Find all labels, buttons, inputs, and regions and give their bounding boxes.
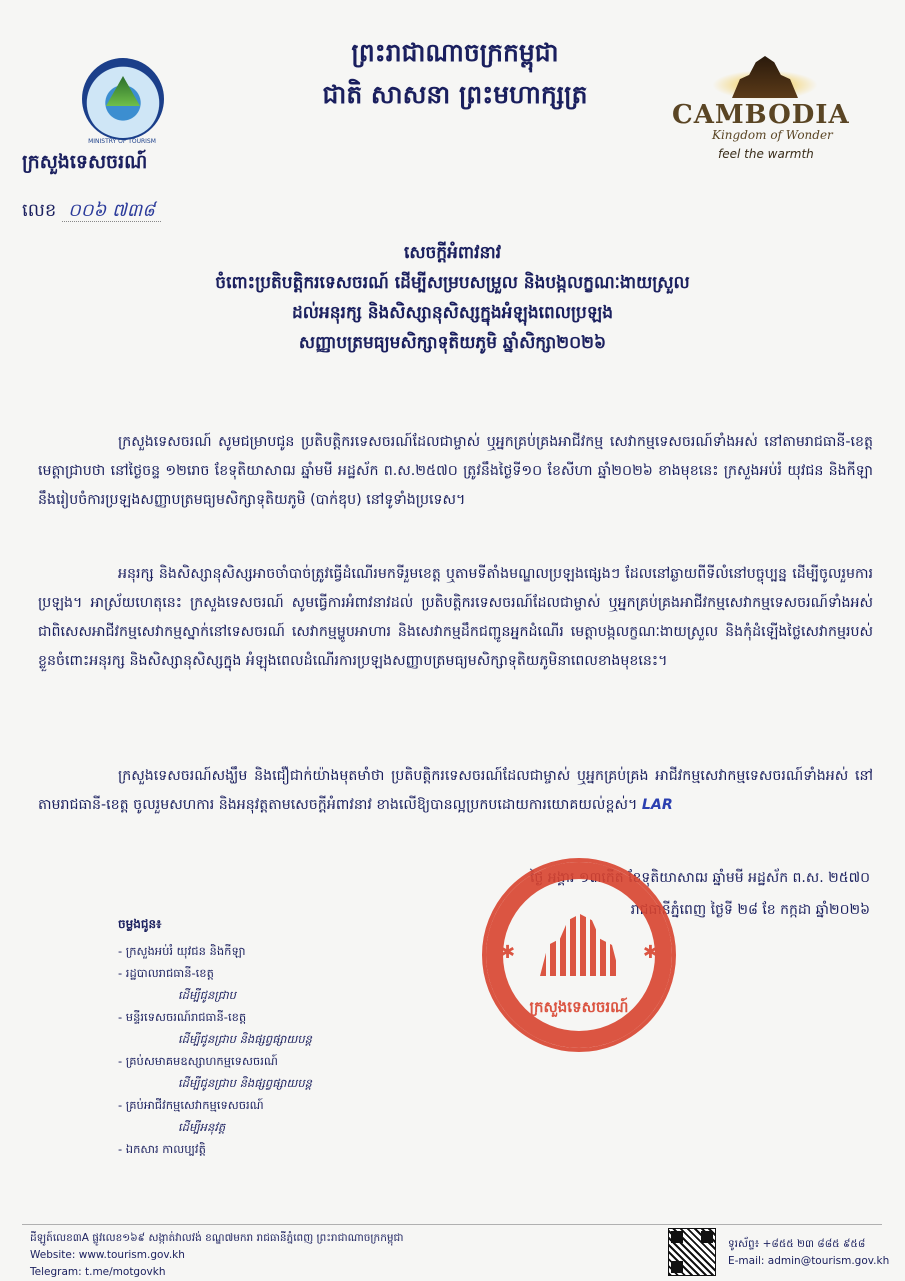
cc-item-note: ដើម្បីអនុវត្ត: [178, 1120, 226, 1134]
brand-slogan: feel the warmth: [718, 147, 814, 161]
cc-item-note: ដើម្បីជូនជ្រាប: [178, 988, 236, 1002]
title-line-4: សញ្ញាបត្រមធ្យមសិក្សាទុតិយភូមិ ឆ្នាំសិក្សា២០២៦: [298, 333, 607, 353]
solar-date: រាជធានីភ្នំពេញ ថ្ងៃទី ២៨ ខែ កក្កដា ឆ្នាំ២០២៦: [630, 902, 870, 918]
brand-name: CAMBODIA: [672, 100, 850, 130]
footer-telegram[interactable]: Telegram: t.me/motgovkh: [30, 1266, 166, 1278]
paragraph-2-text: អនុរក្ស និងសិស្សានុសិស្សអាចចាំបាច់ត្រូវធ្វើដំណើរមកទីរួមខេត្ត ឬតាមទីតាំងមណ្ឌលប្រឡងផ្សេងៗ ដែលនៅឆ្ងាយពីទីលំនៅបច្ចុប្បន្ន ដើម្បីចូលរួមការប្រឡង។ អាស្រ័យហេតុនេះ ក្រសួងទេសចរណ៍ សូមធ្វើការអំពាវនាវដល់ ប្រតិបត្តិករទេសចរណ៍ដែលជាម្ចាស់ ឬអ្នកគ្រប់គ្រងអាជីវកម្មសេវាកម្មទេសចរណ៍ទាំងអស់ ជាពិសេសអាជីវកម្មសេវាកម្មស្នាក់នៅទេសចរណ៍ សេវាកម្មម្ហូបអាហារ និងសេវាកម្មដឹកជញ្ជូនអ្នកដំណើរ មេត្តាបង្កលក្ខណៈងាយស្រួល និងកុំដំឡើងថ្លៃសេវាកម្មរបស់ខ្លួនចំពោះអនុរក្ស និងសិស្សានុសិស្សក្នុង អំឡុងពេលដំណើរការប្រឡងសញ្ញាបត្រមធ្យមសិក្សាទុតិយភូមិនាពេលខាងមុខនេះ។: [38, 566, 873, 669]
cc-item: - ក្រសួងអប់រំ យុវជន និងកីឡា: [118, 944, 246, 958]
ministry-name: ក្រសួងទេសចរណ៍: [22, 151, 148, 173]
official-stamp: [482, 858, 676, 1052]
footer-contact-right: [728, 1236, 889, 1270]
title-line-1: សេចក្តីអំពាវនាវ: [403, 243, 502, 263]
paragraph-1: [38, 428, 873, 515]
ministry-logo-text: MINISTRY OF TOURISM: [88, 138, 156, 145]
cc-item-note: ដើម្បីជូនជ្រាប និងផ្សព្វផ្សាយបន្ត: [178, 1076, 312, 1090]
initials-mark: LAR: [641, 797, 673, 813]
star-icon: ✱: [642, 942, 658, 963]
cc-item: - គ្រប់អាជីវកម្មសេវាកម្មទេសចរណ៍: [118, 1098, 264, 1112]
star-icon: ✱: [500, 942, 516, 963]
reference-number: [22, 198, 161, 225]
footer-address: ដីឡូត៍លេខ៣A ផ្លូវលេខ១៦៩ សង្កាត់វាលវង់ ខណ្ឌ៧មករា រាជធានីភ្នំពេញ ព្រះរាជាណាចក្រកម្ពុជា: [30, 1232, 404, 1244]
footer-divider: [22, 1224, 882, 1225]
stamp-text: ក្រសួងទេសចរណ៍: [529, 998, 629, 1016]
ministry-seal-logo: [82, 58, 164, 140]
paragraph-2: [38, 560, 873, 676]
title-line-2: ចំពោះប្រតិបត្តិករទេសចរណ៍ ដើម្បីសម្របសម្រួល និងបង្កលក្ខណៈងាយស្រួល: [215, 273, 690, 293]
title-line-3: ដល់អនុរក្ស និងសិស្សានុសិស្សក្នុងអំឡុងពេលប្រឡង: [291, 303, 614, 323]
footer-website[interactable]: Website: www.tourism.gov.kh: [30, 1249, 185, 1261]
cc-item: - ឯកសារ កាលប្បវត្តិ: [118, 1142, 206, 1156]
footer-phone: ទូរស័ព្ទ៖ +៨៥៥ ២៣ ៨៨៥ ៩៥៨: [728, 1238, 866, 1250]
lunar-date: ថ្ងៃ អង្គារ ១៣កើត ខែទុតិយាសាឍ ឆ្នាំមមី អដ្ឋស័ក ព.ស. ២៥៧០: [529, 870, 870, 886]
paragraph-1-text: ក្រសួងទេសចរណ៍ សូមជម្រាបជូន ប្រតិបត្តិករទេសចរណ៍ដែលជាម្ចាស់ ឬអ្នកគ្រប់គ្រងអាជីវកម្ម សេវាកម្មទេសចរណ៍ទាំងអស់ នៅតាមរាជធានី-ខេត្ត មេត្តាជ្រាបថា នៅថ្ងៃចន្ទ ១២រោច ខែទុតិយាសាឍ ឆ្នាំមមី អដ្ឋស័ក ព.ស.២៥៧០ ត្រូវនឹងថ្ងៃទី១០ ខែសីហា ឆ្នាំ២០២៦ ខាងមុខនេះ ក្រសួងអប់រំ យុវជន និងកីឡា នឹងរៀបចំការប្រឡងសញ្ញាបត្រមធ្យមសិក្សាទុតិយភូមិ (បាក់ឌុប) នៅទូទាំងប្រទេស។: [38, 434, 873, 508]
temple-icon: [106, 76, 140, 106]
cc-item: - គ្រប់សមាគមឧស្សាហកម្មទេសចរណ៍: [118, 1054, 278, 1068]
document-title: [0, 238, 905, 358]
footer-contact: [30, 1230, 404, 1281]
kingdom-name: ព្រះរាជាណាចក្រកម្ពុជា: [351, 38, 559, 67]
paragraph-3: [38, 762, 873, 820]
qr-code-icon[interactable]: [668, 1228, 716, 1276]
temple-icon: [540, 914, 620, 976]
footer-email[interactable]: E-mail: admin@tourism.gov.kh: [728, 1255, 890, 1267]
paragraph-3-text: ក្រសួងទេសចរណ៍សង្ឃឹម និងជឿជាក់យ៉ាងមុតមាំថា ប្រតិបត្តិករទេសចរណ៍ដែលជាម្ចាស់ ឬអ្នកគ្រប់គ្រង អាជីវកម្មសេវាកម្មទេសចរណ៍ទាំងអស់ នៅតាមរាជធានី-ខេត្ត ចូលរួមសហការ និងអនុវត្តតាមសេចក្តីអំពាវនាវ ខាងលើឱ្យបានល្អប្រកបដោយការយោគយល់ខ្ពស់។: [38, 768, 873, 813]
ref-value: ០០៦ ៧៣៨: [62, 200, 161, 222]
national-motto: ជាតិ សាសនា ព្រះមហាក្សត្រ: [322, 80, 588, 109]
cc-list: [118, 940, 448, 1160]
brand-tagline: Kingdom of Wonder: [712, 128, 833, 142]
cc-title: ចម្លងជូន៖: [118, 917, 162, 931]
ref-label: លេខ: [22, 200, 57, 221]
cc-item-note: ដើម្បីជូនជ្រាប និងផ្សព្វផ្សាយបន្ត: [178, 1032, 312, 1046]
cc-item: - មន្ទីរទេសចរណ៍រាជធានី-ខេត្ត: [118, 1010, 247, 1024]
cc-item: - រដ្ឋបាលរាជធានី-ខេត្ត: [118, 966, 214, 980]
